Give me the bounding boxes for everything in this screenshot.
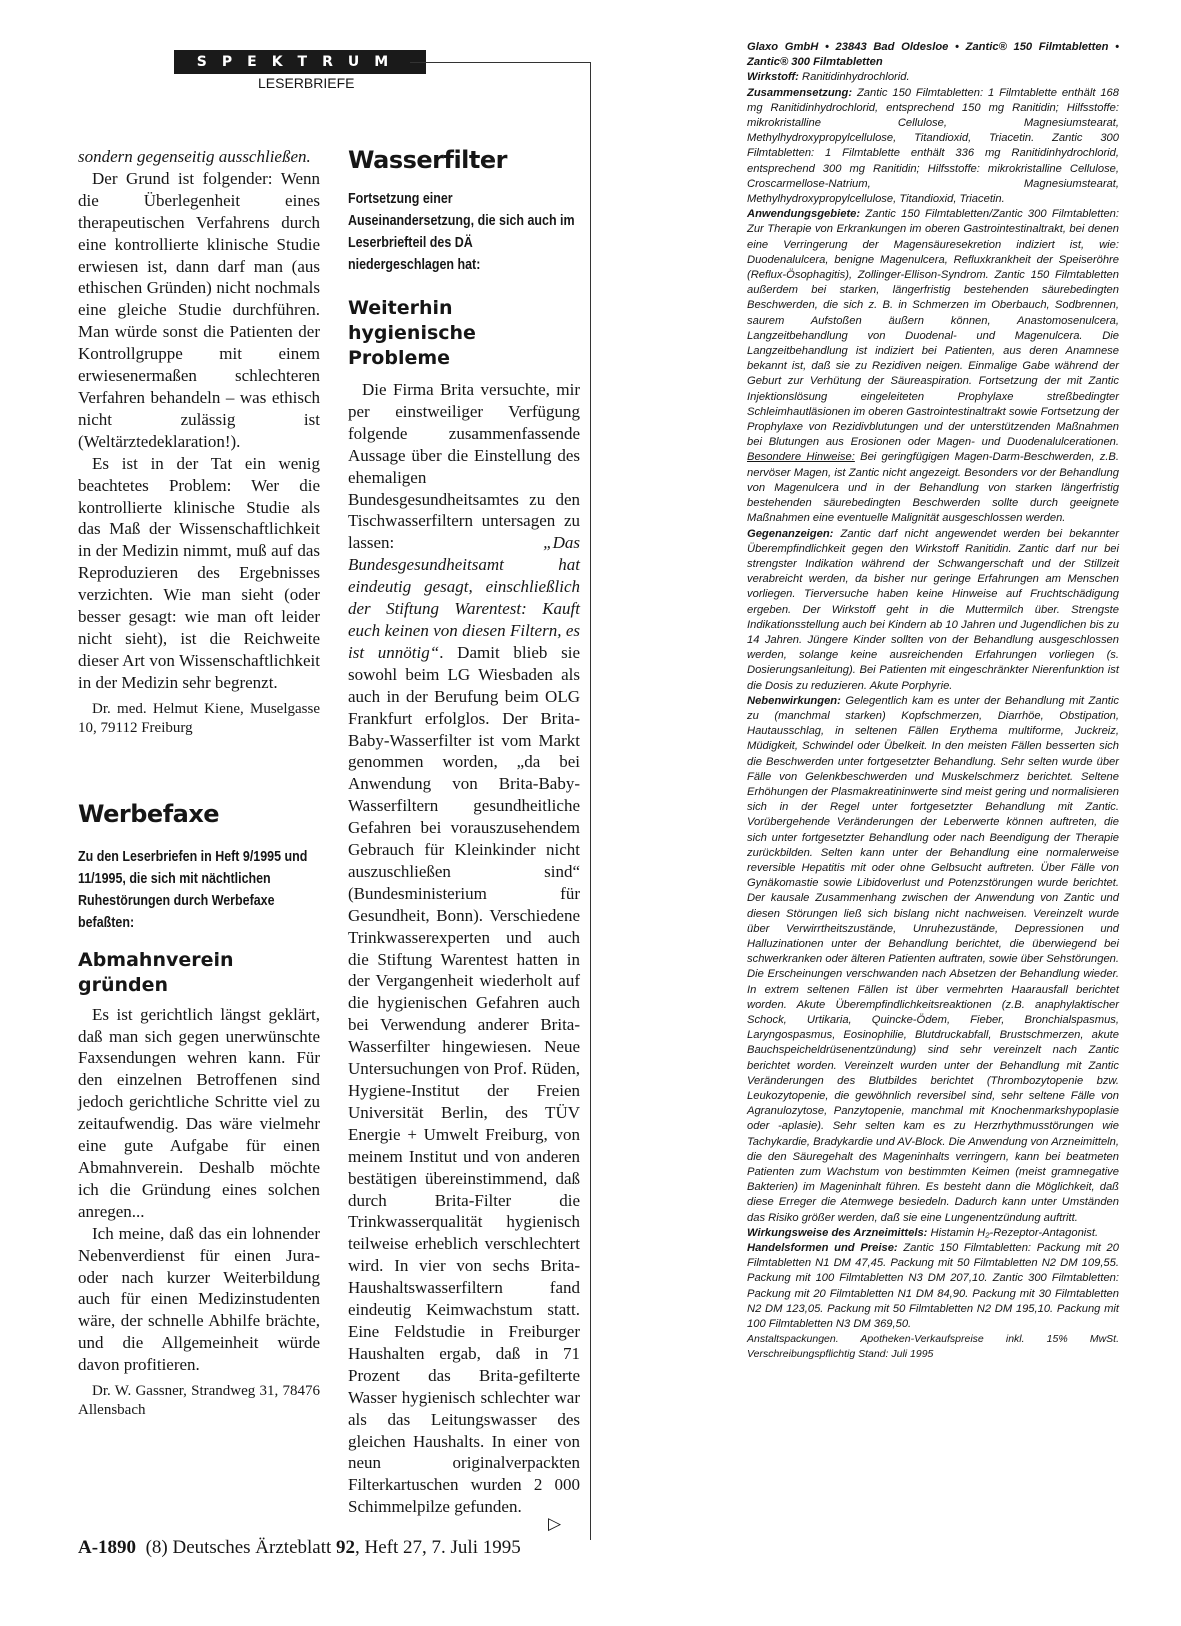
- section-lead: Fortsetzung einer Auseinandersetzung, die sich auch im Leserbriefteil des DÄ niedergeschlagen hat:: [348, 191, 575, 273]
- section-banner: SPEKTRUM: [174, 50, 426, 74]
- section-title-wasserfilter: Wasserfilter: [348, 146, 507, 174]
- paragraph: Ich meine, daß das ein lohnender Nebenverdienst für einen Jura- oder nach kurzer Weiterbildung auch für einen Medizinstudenten wäre, der schnelle Abhilfe brächte, und die Allgemeinheit würde davon profitieren.: [78, 1223, 320, 1375]
- anwendungsgebiete: Anwendungsgebiete: Zantic 150 Filmtabletten/Zantic 300 Filmtabletten: Zur Therapie von Erkrankungen im oberen Gastrointestinaltrakt, bei denen eine Verringerung der Magensäuresekretion indiziert ist, wie: Duodenalulcera, benigne Magenulcera, Refluxkrankheit der Speiseröhre (Reflux-Ösophagitis), Zollinger-Ellison-Syndrom. Zantic 150 Filmtabletten außerdem bei starken, längerfristig bestehenden säurebedingten Beschwerden, die sich z. B. in Schmerzen im Oberbauch, Sodbrennen, saurem Aufstoßen äußern können, Anastomosenulcera, Langzeitbehandlung von Duodenal- und Magenulcera. Die Langzeitbehandlung ist indiziert bei Patienten, aus deren Anamnese bekannt ist, daß sie zu Rezidiven neigen. Einmalige Gabe während der Geburt zur Verhütung der Säureaspiration. Fortsetzung der mit Zantic Injektionslösung eingeleiteten Prophylaxe streßbedingter Schleimhautläsionen im oberen Gastrointestinaltrakt sowie Fortsetzung der Prophylaxe von Rezidivblutungen und der unterstützenden Maßnahmen bei Blutungen aus Erosionen oder Magen- und Duodenalulcerationen. Besondere Hinweise: Bei geringfügigen Magen-Darm-Beschwerden, z.B. nervöser Magen, ist Zantic nicht angezeigt. Besonders vor der Behandlung von Magenulcera und in der Behandlung von starken längerfristig bestehenden säurebedingten Beschwerden sollte durch geeignete Maßnahmen eine eventuelle Malignität ausgeschlossen werden.: [747, 208, 1119, 525]
- section-title-werbefaxe: Werbefaxe: [78, 799, 220, 828]
- section-lead: Zu den Leserbriefen in Heft 9/1995 und 11/1995, die sich mit nächtlichen Ruhestörungen durch Werbefaxe befaßten:: [78, 848, 308, 931]
- page-number: A-1890: [78, 1537, 137, 1558]
- continue-arrow-icon: ▷: [548, 1514, 562, 1533]
- paragraph: Es ist gerichtlich längst geklärt, daß man sich gegen unerwünschte Faxsendungen wehren kann. Für den einzelnen Betroffenen sind jedoch gerichtliche Schritte viel zu zeitaufwendig. Das wäre vielmehr eine gute Aufgabe für einen Abmahnverein. Deshalb möchte ich die Gründung eines solchen anregen...: [78, 1004, 320, 1221]
- letter-text-continued: sondern gegenseitig ausschließen.: [78, 147, 311, 166]
- product-info: [747, 40, 1119, 1363]
- gegenanzeigen: Gegenanzeigen: Zantic darf nicht angewendet werden bei bekannter Überempfindlichkeit gegen den Wirkstoff Ranitidin. Zantic darf nur bei strengster Indikation während der Schwangerschaft und der Stillzeit verabreicht werden, da bisher nur geringe Erfahrungen am Menschen vorliegen. Tierversuche haben keine Hinweise auf Fruchtschädigung ergeben. Der Wirkstoff geht in die Muttermilch über. Strengste Indikationsstellung auch bei Kindern ab 10 Jahren und Jugendlichen bis zu 14 Jahren. Jüngere Kinder sollten von der Behandlung ausgeschlossen werden, solange keine ausreichenden Erfahrungen vorliegen (s. Dosierungsanleitung). Bei Patienten mit eingeschränkter Nierenfunktion ist die Dosis zu reduzieren. Akute Porphyrie.: [747, 527, 1119, 692]
- paragraph: Der Grund ist folgender: Wenn die Überlegenheit eines therapeutischen Verfahrens durch eine kontrollierte klinische Studie erwiesen ist, dann darf man (aus ethischen Gründen) nicht nochmals eine gleiche Studie durchführen. Man würde sonst die Patienten der Kontrollgruppe mit einem erwiesenermaßen schlechteren Verfahren behandeln – was ethisch nicht zulässig ist (Weltärztedeklaration!).: [78, 168, 320, 451]
- header-rule: [410, 62, 590, 63]
- column-divider: [590, 62, 591, 1540]
- column-1: [78, 146, 320, 1420]
- paragraph: Die Firma Brita versuchte, mir per einstweiliger Verfügung folgende zusammenfassende Aussage über die Einstellung des ehemaligen Bundesgesundheitsamtes zu den Tischwasserfiltern untersagen zu lassen: „Das Bundesgesundheitsamt hat eindeutig gesagt, einschließlich der Stiftung Warentest: Kauft euch keinen von diesen Filtern, es ist unnötig“. Damit blieb sie sowohl beim LG Wiesbaden als auch in der Berufung beim OLG Frankfurt erfolglos. Der Brita-Baby-Wasserfilter ist vom Markt genommen worden, „da bei Anwendung von Brita-Baby-Wasserfiltern gesundheitliche Gefahren bei vorauszusehendem Gebrauch für Kleinkinder nicht auszuschließen sind“ (Bundesministerium für Gesundheit, Bonn). Verschiedene Trinkwasserexperten und auch die Stiftung Warentest hatten in der Vergangenheit wiederholt auf die hygienischen Gefahren auch bei Verwendung anderer Brita-Wasserfilter hingewiesen. Neue Untersuchungen von Prof. Rüden, Hygiene-Institut der Freien Universität Berlin, des TÜV Energie + Umwelt Freiburg, von meinem Institut und von anderen bestätigen übereinstimmend, daß durch Brita-Filter die Trinkwasserqualität hygienisch teilweise erheblich verschlechtert wird. In vier von sechs Brita-Haushaltswasserfiltern fand eindeutig Keimwachstum statt. Eine Feldstudie in Freiburger Haushalten ergab, daß in 71 Prozent das Brita-gefilterte Wasser hygienisch schlechter war als das Leitungswasser des gleichen Haushalts. In einer von neun originalverpackten Filterkartuschen wurden 2 000 Schimmelpilze gefunden.: [348, 380, 581, 1517]
- wirkstoff: Wirkstoff: Ranitidinhydrochlorid.: [747, 71, 910, 84]
- column-2: [348, 146, 580, 1518]
- page-footer: A-1890 (8) Deutsches Ärzteblatt 92, Heft 27, 7. Juli 1995: [78, 1537, 521, 1558]
- signature: Dr. W. Gassner, Strandweg 31, 78476 Allensbach: [78, 1383, 320, 1419]
- zusammensetzung: Zusammensetzung: Zantic 150 Filmtabletten: 1 Filmtablette enthält 168 mg Ranitidinhydrochlorid, entsprechend 150 mg Ranitidin; Hilfsstoffe: mikrokristalline Cellulose, Magnesiumstearat, Methylhydroxypropylcellulose, Titandioxid, Triacetin. Zantic 300 Filmtabletten: 1 Filmtablette enthält 336 mg Ranitidinhydrochlorid, entsprechend 300 mg Ranitidin; Hilfsstoffe: mikrokristalline Cellulose, Croscarmellose-Natrium, Magnesiumstearat, Methylhydroxypropylcellulose, Titandioxid, Triacetin.: [747, 86, 1119, 206]
- letter-title: Abmahnverein gründen: [78, 948, 234, 996]
- paragraph: Es ist in der Tat ein wenig beachtetes Problem: Wer die kontrollierte klinische Studie als das Maß der Wissenschaftlichkeit in der Medizin nimmt, muß auf das Reproduzieren des Ergebnisses verzichten. Wie man sieht (oder besser gesagt: wie man oft leider nicht sieht), ist die Reichweite dieser Art von Wissenschaftlichkeit in der Medizin sehr begrenzt.: [78, 453, 320, 692]
- price-footnote: Anstaltspackungen. Apotheken-Verkaufspreise inkl. 15% MwSt. Verschreibungspflichtig Stand: Juli 1995: [747, 1333, 1119, 1361]
- signature: Dr. med. Helmut Kiene, Muselgasse 10, 79112 Freiburg: [78, 700, 320, 736]
- handelsformen: Handelsformen und Preise: Zantic 150 Filmtabletten: Packung mit 20 Filmtabletten N1 DM 47,45. Packung mit 50 Filmtabletten N2 DM 109,55. Packung mit 100 Filmtabletten N3 DM 207,10. Zantic 300 Filmtabletten: Packung mit 20 Filmtabletten N1 DM 84,90. Packung mit 30 Filmtabletten N2 DM 123,05. Packung mit 50 Filmtabletten N2 DM 195,10. Packung mit 100 Filmtabletten N3 DM 369,50.: [747, 1242, 1119, 1331]
- subsection-label: LESERBRIEFE: [258, 75, 355, 91]
- letter-title: Weiterhin hygienische Probleme: [348, 297, 476, 369]
- nebenwirkungen: Nebenwirkungen: Gelegentlich kam es unter der Behandlung mit Zantic zu (manchmal starken) Kopfschmerzen, Diarrhöe, Obstipation, Hautausschlag, in seltenen Fällen Erythema multiforme, Juckreiz, Müdigkeit, Schwindel oder Übelkeit. In den meisten Fällen besserten sich die Beschwerden unter fortgesetzter Behandlung. Sehr selten wurde über Fälle von Gelenkbeschwerden und Muskelschmerz berichtet. Seltene Erhöhungen der Plasmakreatininwerte sind meist gering und normalisieren sich in der Regel unter fortgesetzter Behandlung mit Zantic. Vorübergehende Veränderungen der Leberwerte können auftreten, die sich unter fortgesetzter Behandlung oder nach Beendigung der Therapie zurückbilden. Selten kann unter der Behandlung eine normalerweise reversible Hepatitis mit oder ohne Gelbsucht auftreten. Über Fälle von Gynäkomastie sowie Libidoverlust und Potenzstörungen wurde berichtet. Der kausale Zusammenhang zwischen der Anwendung von Zantic und diesen Störungen ließ sich bislang nicht nachweisen. Vereinzelt wurde über Verwirrtheitszustände, Unruhezustände, Depressionen und Halluzinationen unter der Behandlung berichtet, die überwiegend bei schwerkranken oder älteren Patienten auftraten, sowie über Sehstörungen. Die Erscheinungen verschwanden nach Absetzen der Behandlung wieder. In extrem seltenen Fällen ist über vermehrten Haarausfall berichtet worden. Akute Überempfindlichkeitsreaktionen (z.B. anaphylaktischer Schock, Urtikaria, Quincke-Ödem, Fieber, Bronchialspasmus, Laryngospasmus, Eosinophilie, Blutdruckabfall, Brustschmerzen, akute Bauchspeicheldrüsenentzündung) sind sehr vereinzelt nach Zantic berichtet worden. Vereinzelt wurden unter der Behandlung mit Zantic Veränderungen des Blutbildes berichtet (Thrombozytopenie bzw. Leukozytopenie, die gewöhnlich reversibel sind, sehr seltene Fälle von Agranulozytose, Panzytopenie, manchmal mit Knochenmarkshypoplasie oder -aplasie). Sehr selten kam es zu Herzrhythmusstörungen wie Tachykardie, Bradykardie und AV-Block. Die Anwendung von Arzneimitteln, die den Säuregehalt des Mageninhalts verringern, kann bei beatmeten Patienten zum Wachstum von bestimmten Keimen (meist gramnegative Bakterien) im Mageninhalt führen. Es besteht dann die Möglichkeit, daß diese Erreger die Atemwege besiedeln. Dadurch kann unter Umständen das Risiko größer werden, daß sie eine Lungenentzündung auftritt.: [747, 694, 1119, 1224]
- wirkungsweise: Wirkungsweise des Arzneimittels: Histamin H₂-Rezeptor-Antagonist.: [747, 1226, 1099, 1239]
- company-line: Glaxo GmbH • 23843 Bad Oldesloe • Zantic® 150 Filmtabletten • Zantic® 300 Filmtabletten: [747, 41, 1119, 69]
